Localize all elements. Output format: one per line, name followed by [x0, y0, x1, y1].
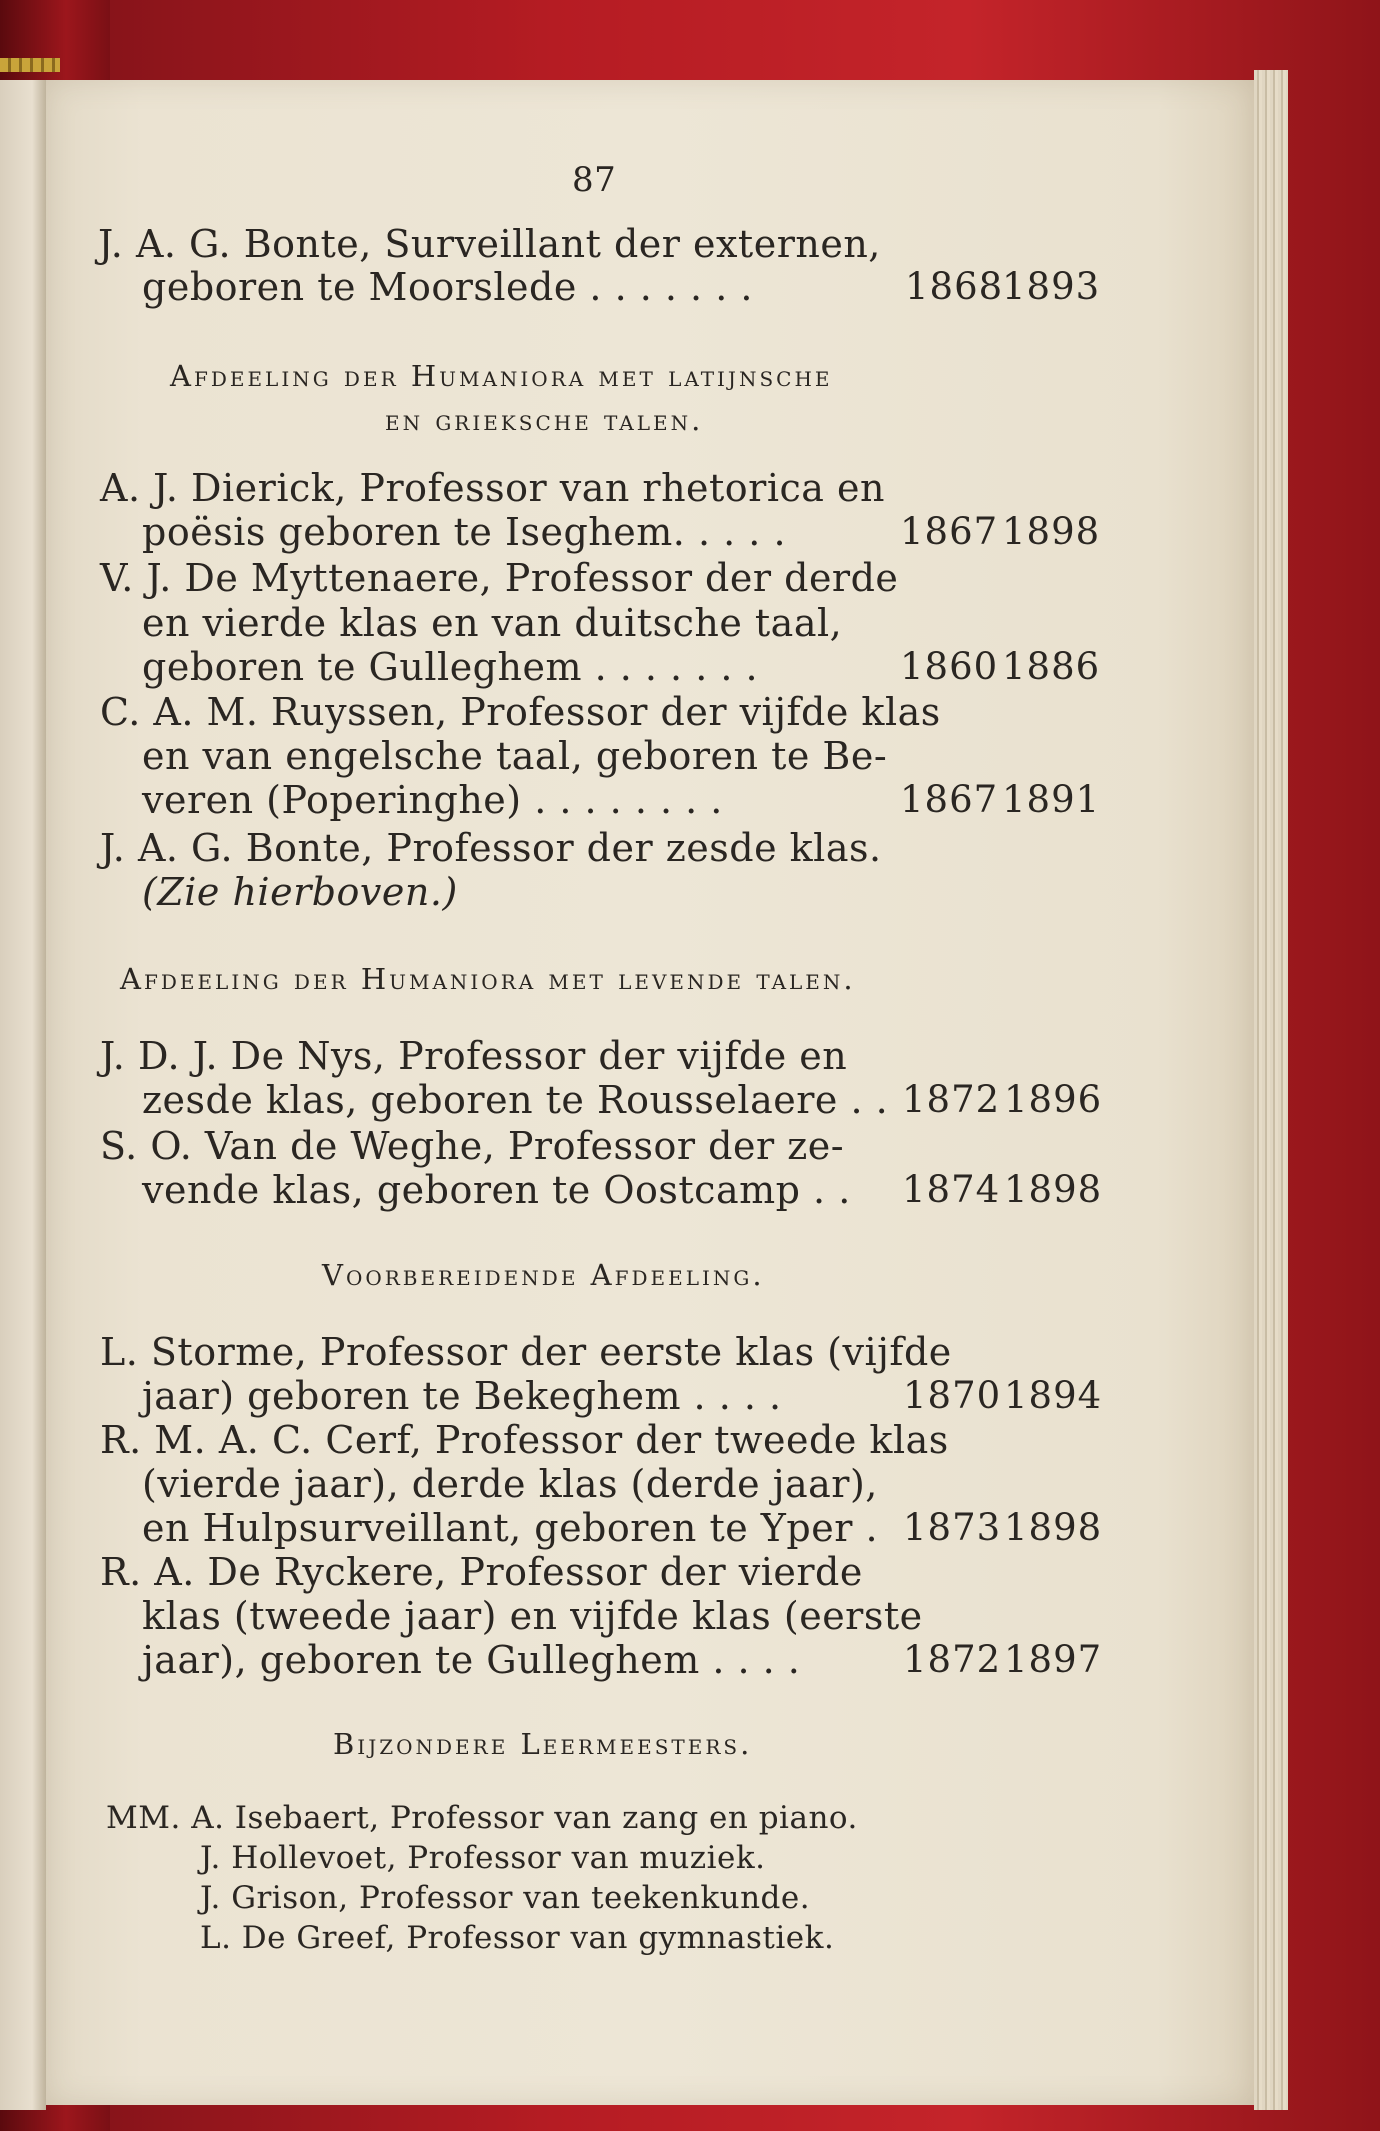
entry-line: zesde klas, geboren te Rousselaere . .: [142, 1078, 889, 1122]
entry-line: poësis geboren te Iseghem. . . . .: [142, 510, 787, 554]
entry-start-year: 1873: [903, 1506, 1002, 1549]
section-heading: Afdeeling der Humaniora met levende talen.: [120, 962, 856, 996]
page-number: 87: [572, 160, 617, 200]
entry-line: C. A. M. Ruyssen, Professor der vijfde klas: [100, 690, 941, 734]
entry-end-year: 1898: [1004, 1506, 1103, 1549]
entry-end-year: 1893: [1002, 265, 1101, 308]
entry-start-year: 1867: [900, 778, 999, 821]
section-heading: Voorbereidende Afdeeling.: [322, 1258, 765, 1292]
entry-end-year: 1896: [1004, 1078, 1103, 1121]
entry-line: J. D. J. De Nys, Professor der vijfde en: [100, 1034, 848, 1078]
entry-line-italic: (Zie hierboven.): [142, 870, 458, 914]
entry-start-year: 1867: [900, 510, 999, 553]
entry-line: V. J. De Myttenaere, Professor der derde: [100, 556, 899, 600]
entry-line: jaar), geboren te Gulleghem . . . .: [142, 1638, 801, 1682]
entry-line: en vierde klas en van duitsche taal,: [142, 601, 843, 645]
entry-line: (vierde jaar), derde klas (derde jaar),: [142, 1462, 878, 1506]
entry-line: L. Storme, Professor der eerste klas (vijfde: [100, 1330, 952, 1374]
entry-line: jaar) geboren te Bekeghem . . . .: [142, 1374, 782, 1418]
list-item: MM. A. Isebaert, Professor van zang en piano.: [106, 1800, 858, 1836]
section-heading: Bijzondere Leermeesters.: [333, 1727, 753, 1761]
entry-end-year: 1897: [1004, 1638, 1103, 1681]
entry-line: A. J. Dierick, Professor van rhetorica en: [100, 466, 885, 510]
entry-line: R. A. De Ryckere, Professor der vierde: [100, 1550, 863, 1594]
entry-start-year: 1860: [900, 645, 999, 688]
entry-start-year: 1874: [902, 1168, 1001, 1211]
entry-line: R. M. A. C. Cerf, Professor der tweede klas: [100, 1418, 949, 1462]
entry-line: J. A. G. Bonte, Surveillant der externen,: [98, 222, 881, 266]
entry-line: en van engelsche taal, geboren te Be-: [142, 734, 888, 778]
entry-line: en Hulpsurveillant, geboren te Yper .: [142, 1506, 879, 1550]
entry-end-year: 1898: [1002, 510, 1101, 553]
entry-start-year: 1870: [903, 1374, 1002, 1417]
entry-line: veren (Poperinghe) . . . . . . . .: [142, 778, 723, 822]
section-heading: Afdeeling der Humaniora met latijnsche: [170, 359, 833, 393]
entry-end-year: 1894: [1004, 1374, 1103, 1417]
list-item: J. Grison, Professor van teekenkunde.: [200, 1880, 811, 1916]
entry-start-year: 1872: [902, 1078, 1001, 1121]
list-item: L. De Greef, Professor van gymnastiek.: [200, 1920, 835, 1956]
entry-end-year: 1886: [1002, 645, 1101, 688]
entry-line: geboren te Gulleghem . . . . . . .: [142, 645, 759, 689]
entry-start-year: 1872: [903, 1638, 1002, 1681]
entry-start-year: 1868: [905, 265, 1004, 308]
entry-line: klas (tweede jaar) en vijfde klas (eerste: [142, 1594, 923, 1638]
entry-end-year: 1891: [1002, 778, 1101, 821]
entry-end-year: 1898: [1004, 1168, 1103, 1211]
entry-line: geboren te Moorslede . . . . . . .: [142, 265, 753, 309]
section-heading-continued: en grieksche talen.: [385, 403, 704, 437]
entry-line: vende klas, geboren te Oostcamp . .: [142, 1168, 851, 1212]
entry-line: J. A. G. Bonte, Professor der zesde klas.: [100, 826, 882, 870]
entry-line: S. O. Van de Weghe, Professor der ze-: [100, 1124, 845, 1168]
list-item: J. Hollevoet, Professor van muziek.: [200, 1840, 766, 1876]
